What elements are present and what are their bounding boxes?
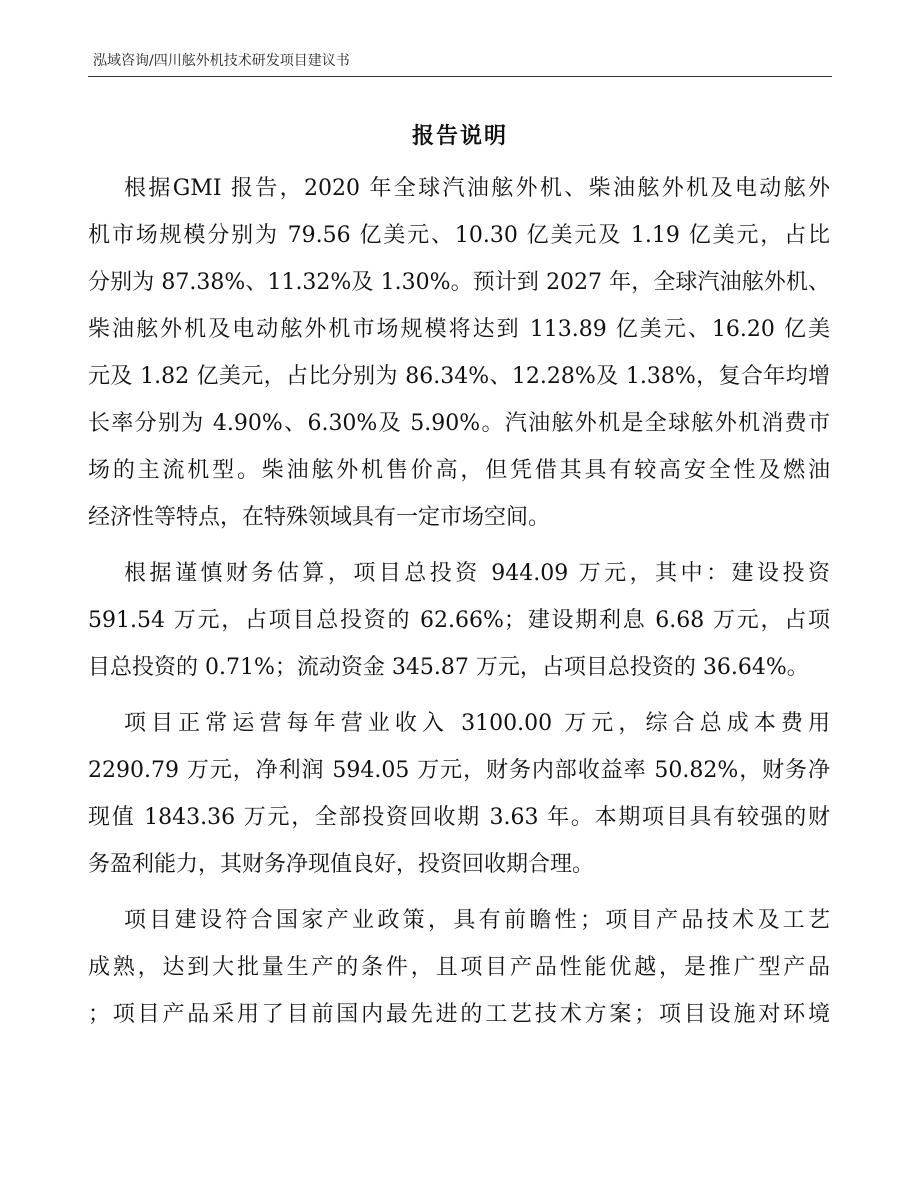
page-header: 泓域咨询/四川舷外机技术研发项目建议书 (93, 53, 350, 69)
text-line: 经济性等特点，在特殊领域具有一定市场空间。 (88, 505, 551, 530)
text-line: ；项目产品采用了目前国内最先进的工艺技术方案；项目设施对环境 (88, 1002, 830, 1027)
text-line: 现值 1843.36 万元，全部投资回收期 3.63 年。本期项目具有较强的财 (88, 805, 830, 830)
text-line: 项目正常运营每年营业收入 3100.00 万元，综合总成本费用 (124, 711, 830, 736)
document-title: 报告说明 (411, 123, 508, 149)
text-line: 务盈利能力，其财务净现值良好，投资回收期合理。 (88, 852, 595, 877)
text-line: 柴油舷外机及电动舷外机市场规模将达到 113.89 亿美元、16.20 亿美 (88, 317, 830, 342)
text-line: 元及 1.82 亿美元，占比分别为 86.34%、12.28%及 1.38%，复合年均增 (88, 364, 830, 389)
text-line: 2290.79 万元，净利润 594.05 万元，财务内部收益率 50.82%，财务净 (88, 758, 830, 783)
paragraph-revenue (88, 700, 830, 888)
text-line: 项目建设符合国家产业政策，具有前瞻性；项目产品技术及工艺 (124, 908, 830, 933)
paragraph-policy (88, 897, 830, 1038)
text-line: 机市场规模分别为 79.56 亿美元、10.30 亿美元及 1.19 亿美元，占比 (88, 223, 830, 248)
text-line: 目总投资的 0.71%；流动资金 345.87 万元，占项目总投资的 36.64%。 (88, 655, 809, 680)
text-line: 场的主流机型。柴油舷外机售价高，但凭借其具有较高安全性及燃油 (88, 458, 830, 483)
text-line: 分别为 87.38%、11.32%及 1.30%。预计到 2027 年，全球汽油舷外机、 (88, 270, 830, 295)
header-divider (88, 76, 832, 77)
text-line: 根据谨慎财务估算，项目总投资 944.09 万元，其中：建设投资 (124, 561, 830, 586)
text-line: 长率分别为 4.90%、6.30%及 5.90%。汽油舷外机是全球舷外机消费市 (88, 411, 830, 436)
paragraph-market (88, 165, 830, 541)
document-body (88, 165, 830, 1038)
text-line: 591.54 万元，占项目总投资的 62.66%；建设期利息 6.68 万元，占项 (88, 608, 830, 633)
paragraph-investment (88, 550, 830, 691)
text-line: 成熟，达到大批量生产的条件，且项目产品性能优越，是推广型产品 (88, 955, 830, 980)
text-line: 根据GMI 报告，2020 年全球汽油舷外机、柴油舷外机及电动舷外 (124, 176, 830, 201)
